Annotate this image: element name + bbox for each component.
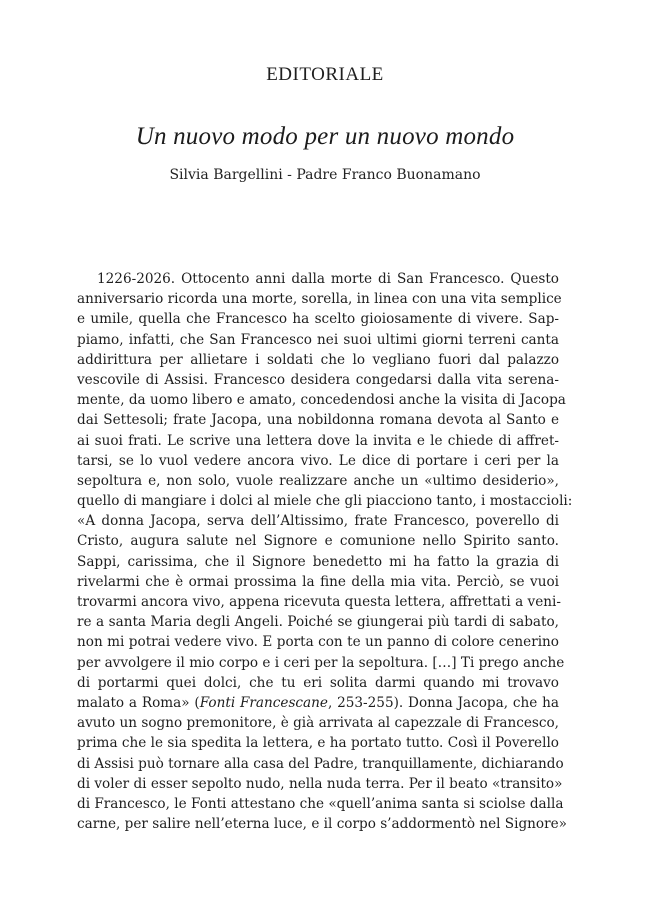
body-line: piamo, infatti, che San Francesco nei suoi ultimi giorni terreni canta — [77, 331, 559, 348]
citation-after: , 253-255). Donna Jacopa, che ha — [327, 694, 559, 711]
body-line: anniversario ricorda una morte, sorella, in linea con una vita semplice — [77, 291, 562, 308]
body-line-citation — [77, 693, 559, 713]
body-line: re a santa Maria degli Angeli. Poiché se giungerai più tardi di sabato, — [77, 614, 559, 631]
body-line: prima che le sia spedita la lettera, e ha portato tutto. Così il Poverello — [77, 735, 559, 752]
body-line: di Francesco, le Fonti attestano che «quell’anima santa si sciolse dalla — [77, 795, 564, 812]
body-line: «A donna Jacopa, serva dell’Altissimo, frate Francesco, poverello di — [77, 513, 559, 530]
body-line: Cristo, augura salute nel Signore e comunione nello Spirito santo. — [77, 533, 559, 550]
body-line: addirittura per allietare i soldati che lo vegliano fuori dal palazzo — [77, 351, 559, 368]
section-label: EDITORIALE — [266, 64, 384, 85]
body-line: ai suoi frati. Le scrive una lettera dove la invita e le chiede di affret- — [77, 432, 559, 449]
body-line: avuto un sogno premonitore, è già arrivata al capezzale di Francesco, — [77, 715, 559, 732]
citation-work: Fonti Francescane — [199, 694, 328, 711]
body-line: sepoltura e, non solo, vuole realizzare anche un «ultimo desiderio», — [77, 472, 559, 489]
body-line: trovarmi ancora vivo, appena ricevuta questa lettera, affrettati a veni- — [77, 594, 561, 610]
body-line: e umile, quella che Francesco ha scelto gioiosamente di vivere. Sap- — [77, 311, 559, 328]
body-line: rivelarmi che è ormai prossima la fine della mia vita. Perciò, se vuoi — [77, 573, 559, 590]
body-line: di portarmi quei dolci, che tu eri solita darmi quando mi trovavo — [77, 674, 559, 691]
body-line: mente, da uomo libero e amato, concedendosi anche la visita di Jacopa — [77, 392, 566, 409]
body-line: tarsi, se lo vuol vedere ancora vivo. Le dice di portare i ceri per la — [77, 452, 559, 469]
body-line: vescovile di Assisi. Francesco desidera congedarsi dalla vita serena- — [77, 371, 559, 388]
article-title: Un nuovo modo per un nuovo mondo — [135, 123, 515, 150]
body-line: per avvolgere il mio corpo e i ceri per la sepoltura. […] Ti prego anche — [77, 654, 565, 671]
citation-lead: malato a Roma» ( — [77, 694, 200, 711]
article-body — [77, 269, 573, 834]
article-authors: Silvia Bargellini - Padre Franco Buonamano — [169, 167, 481, 183]
body-line: non mi potrai vedere vivo. E porta con te un panno di colore cenerino — [77, 634, 559, 651]
body-line: quello di mangiare i dolci al miele che gli piacciono tanto, i mostaccioli: — [77, 493, 573, 510]
body-line: carne, per salire nell’eterna luce, e il corpo s’addormentò nel Signore» — [77, 816, 567, 833]
body-line: Sappi, carissima, che il Signore benedetto mi ha fatto la grazia di — [77, 553, 559, 570]
body-line: dai Settesoli; frate Jacopa, una nobildonna romana devota al Santo e — [77, 412, 559, 429]
body-line: di voler di esser sepolto nudo, nella nuda terra. Per il beato «transito» — [77, 775, 563, 792]
body-line: 1226-2026. Ottocento anni dalla morte di San Francesco. Questo — [97, 271, 559, 287]
body-line: di Assisi può tornare alla casa del Padre, tranquillamente, dichiarando — [77, 755, 564, 772]
